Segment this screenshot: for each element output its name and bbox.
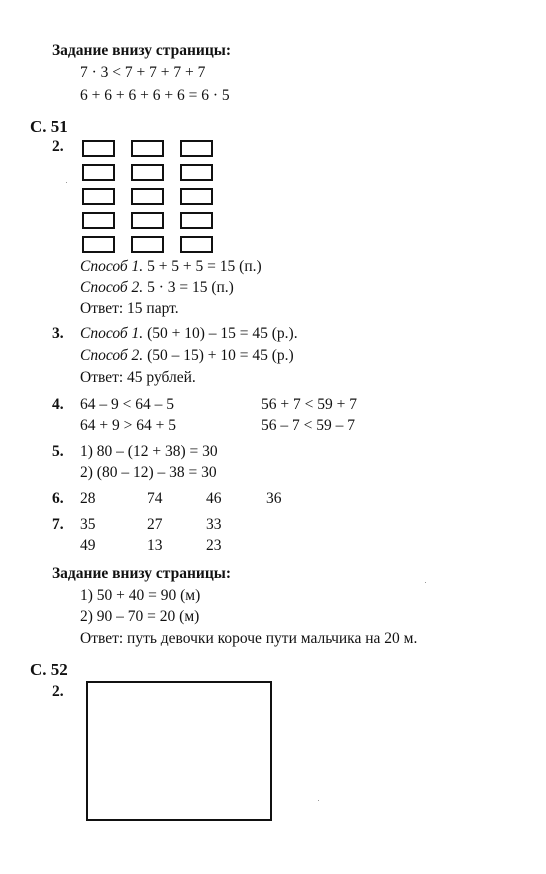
desk-rectangle [180, 164, 213, 181]
task-4-inequality-b1: 56 + 7 < 59 + 7 [261, 396, 357, 413]
task-4-inequality-b2: 56 – 7 < 59 – 7 [261, 417, 355, 434]
desk-rectangle [131, 140, 164, 157]
desk-rectangle [131, 236, 164, 253]
desk-rectangle [180, 140, 213, 157]
way-2-expression: 5 · 3 = 15 (п.) [147, 279, 234, 296]
task-7-value: 27 [147, 516, 163, 533]
task-4-inequality-a2: 64 + 9 > 64 + 5 [80, 417, 176, 434]
way-2-label: Способ 2. [80, 279, 144, 296]
drawn-rectangle [86, 681, 272, 821]
desk-rectangle [131, 164, 164, 181]
desk-rectangle [82, 164, 115, 181]
desk-rectangle [131, 212, 164, 229]
way-1-expression: 5 + 5 + 5 = 15 (п.) [147, 258, 262, 275]
task-2-number: 2. [52, 138, 64, 155]
task-2-way-2 [80, 279, 234, 297]
task-7-number: 7. [52, 516, 64, 533]
task-6-value: 28 [80, 490, 96, 507]
desk-rectangle [131, 188, 164, 205]
desk-rectangle [82, 212, 115, 229]
task-2-number: 2. [52, 683, 64, 700]
task-3-number: 3. [52, 325, 64, 342]
task-3-way-1 [80, 325, 298, 343]
way-2-expression: (50 – 15) + 10 = 45 (р.) [147, 347, 294, 364]
section-51-title: С. 51 [30, 117, 68, 136]
task-2-answer: Ответ: 15 парт. [80, 300, 179, 317]
task-7-value: 13 [147, 537, 163, 554]
way-2-label: Способ 2. [80, 347, 144, 364]
desk-rectangle [180, 236, 213, 253]
bottom-task-line-2: 2) 90 – 70 = 20 (м) [80, 608, 200, 625]
task-2-way-1 [80, 258, 262, 276]
task-6-value: 74 [147, 490, 163, 507]
way-1-label: Способ 1. [80, 325, 144, 342]
task-7-value: 49 [80, 537, 96, 554]
desk-rectangle [82, 236, 115, 253]
top-task-line-1: 7 · 3 < 7 + 7 + 7 + 7 [80, 64, 206, 81]
task-7-value: 33 [206, 516, 222, 533]
way-1-expression: (50 + 10) – 15 = 45 (р.). [147, 325, 298, 342]
bottom-task-line-1: 1) 50 + 40 = 90 (м) [80, 587, 201, 604]
desk-rectangle [180, 188, 213, 205]
bottom-task-answer: Ответ: путь девочки короче пути мальчика на 20 м. [80, 630, 418, 647]
scan-speck [66, 182, 67, 183]
task-5-line-1: 1) 80 – (12 + 38) = 30 [80, 443, 218, 460]
task-4-inequality-a1: 64 – 9 < 64 – 5 [80, 396, 174, 413]
top-task-heading: Задание внизу страницы: [52, 42, 232, 59]
task-7-value: 35 [80, 516, 96, 533]
desk-rectangle [82, 188, 115, 205]
scan-speck [425, 582, 426, 583]
desk-rectangle [82, 140, 115, 157]
task-5-number: 5. [52, 443, 64, 460]
section-52-title: С. 52 [30, 660, 68, 679]
task-4-number: 4. [52, 396, 64, 413]
top-task-line-2: 6 + 6 + 6 + 6 + 6 = 6 · 5 [80, 87, 230, 104]
task-5-line-2: 2) (80 – 12) – 38 = 30 [80, 464, 217, 481]
scan-speck [318, 800, 319, 801]
task-6-number: 6. [52, 490, 64, 507]
task-7-value: 23 [206, 537, 222, 554]
task-3-answer: Ответ: 45 рублей. [80, 369, 196, 386]
task-6-value: 36 [266, 490, 282, 507]
bottom-task-heading: Задание внизу страницы: [52, 565, 232, 582]
task-6-value: 46 [206, 490, 222, 507]
task-3-way-2 [80, 347, 294, 365]
desk-rectangle [180, 212, 213, 229]
way-1-label: Способ 1. [80, 258, 144, 275]
